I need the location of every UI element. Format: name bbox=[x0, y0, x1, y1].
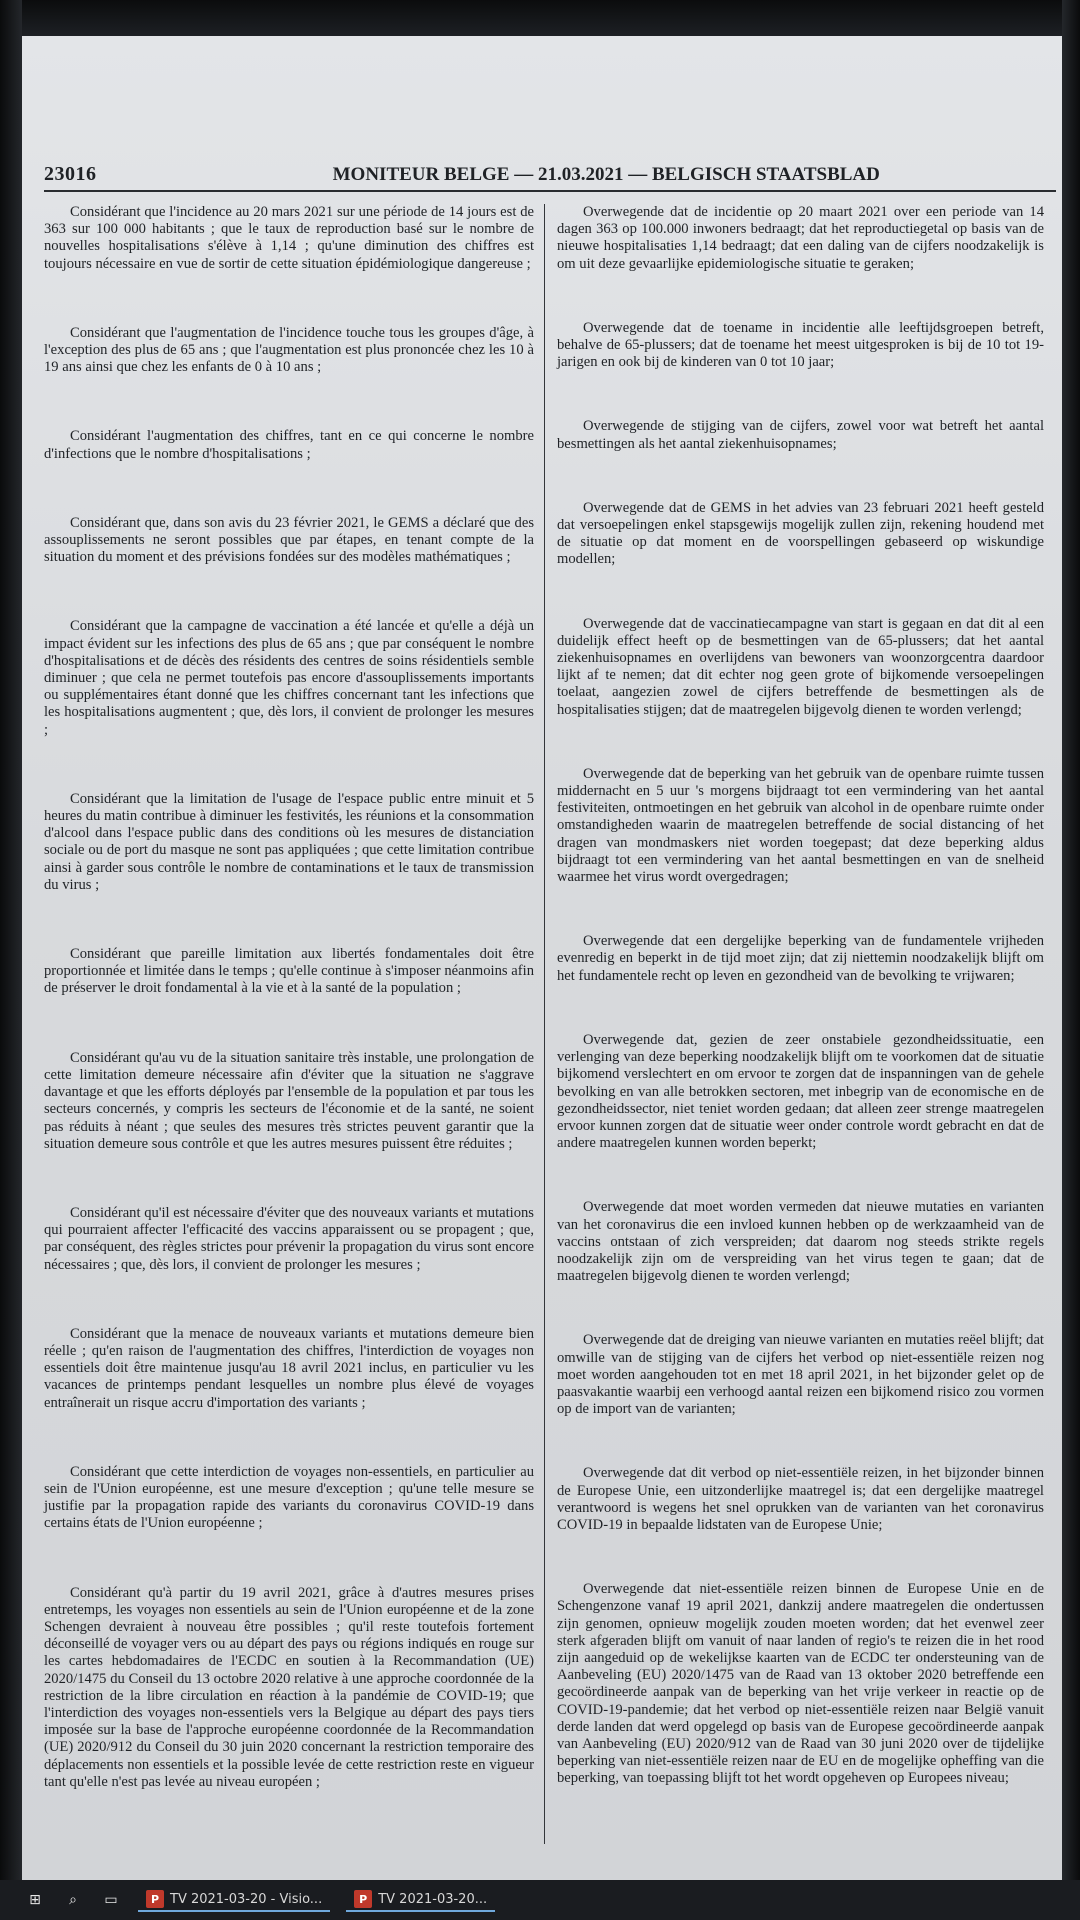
taskbar-app-1-label: TV 2021-03-20 - Visio... bbox=[170, 1891, 323, 1907]
start-icon[interactable]: ⊞ bbox=[29, 1892, 41, 1908]
monitor-bezel-top bbox=[0, 0, 1080, 36]
app-icon: P bbox=[146, 1890, 164, 1908]
paragraph: Overwegende dat de toename in incidentie alle leeftijdsgroepen betreft, behalve de 65-plussers; dat de toename het meest uitgesproken is bij de 10 tot 19-jarigen en ook bij de kinderen van 0 tot 10 jaar; bbox=[557, 319, 1044, 371]
taskbar bbox=[0, 1880, 1080, 1920]
dutch-column bbox=[544, 204, 1044, 1844]
folder-icon[interactable]: ▭ bbox=[104, 1892, 118, 1908]
monitor-bezel-left bbox=[0, 0, 22, 1920]
paragraph: Considérant qu'il est nécessaire d'éviter que des nouveaux variants et mutations qui pourraient affecter l'efficacité des vaccins apparaissent ou se propagent ; que, par conséquent, des règles strictes pour prévenir la propagation du virus sont encore nécessaires ; que, dès lors, il convient de prolonger les mesures ; bbox=[44, 1204, 534, 1273]
paragraph: Considérant qu'à partir du 19 avril 2021, grâce à d'autres mesures prises entretemps, les voyages non essentiels au sein de l'Union européenne et de la zone Schengen devraient à nouveau être possibles ; qu'il reste toutefois fortement déconseillé de voyager vers ou au départ des pays ou régions indiqués en rouge sur les cartes hebdomadaires de l'ECDC en soutien à la Recommandation (UE) 2020/1475 du Conseil du 13 octobre 2020 relative à une approche coordonnée de la restriction de la libre circulation en réaction à la pandémie de COVID-19; que l'interdiction des voyages non-essentiels vers la Belgique au départ des pays tiers imposée sur la base de l'approche européenne coordonnée de la Recommandation (UE) 2020/912 du Conseil du 30 juin 2020 concernant la restriction temporaire des déplacements non essentiels et la possible levée de cette restriction reste en vigueur tant qu'elle n'est pas levée au niveau européen ; bbox=[44, 1584, 534, 1790]
paragraph: Overwegende dat de beperking van het gebruik van de openbare ruimte tussen middernacht en 5 uur 's morgens bijdraagt tot een vermindering van het aantal festiviteiten, ontmoetingen en het gebruik van alcohol in de openbare ruimte onder omstandigheden waarin de maatregelen betreffende de social distancing of het dragen van mondmaskers niet worden toegepast; dat deze beperking aldus bijdraagt tot een vermindering van het aantal besmettingen en van de snelheid waarmee het virus wordt overgedragen; bbox=[557, 765, 1044, 886]
paragraph: Considérant que cette interdiction de voyages non-essentiels, en particulier au sein de l'Union européenne, est une mesure d'exception ; qu'une telle mesure se justifie par la propagation rapide des variants du coronavirus COVID-19 dans certains états de l'Union européenne ; bbox=[44, 1463, 534, 1532]
paragraph: Overwegende dat dit verbod op niet-essentiële reizen, in het bijzonder binnen de Europese Unie, een uitzonderlijke maatregel is; dat een dergelijke maatregel verantwoord is wegens het snel oprukken van de varianten van het coronavirus COVID-19 in bepaalde lidstaten van de Europese Unie; bbox=[557, 1465, 1044, 1533]
page-header bbox=[44, 154, 1056, 192]
french-column bbox=[44, 204, 544, 1844]
paragraph: Considérant que la limitation de l'usage de l'espace public entre minuit et 5 heures du matin contribue à diminuer les festivités, les réunions et la consommation d'alcool dans l'espace public dans des conditions où les mesures de distanciation sociale ou de port du masque ne sont pas appliquées ; que cette limitation contribue ainsi à garder sous contrôle le nombre de contaminations et le taux de transmission du virus ; bbox=[44, 790, 534, 893]
paragraph: Overwegende dat de dreiging van nieuwe varianten en mutaties reëel blijft; dat omwille van de stijging van de cijfers het verbod op niet-essentiële reizen nog moet worden aangehouden tot en met 18 april 2021, in het bijzonder gelet op de paasvakantie waarbij een verhoogd aantal reizen een bijkomend risico zou vormen op de import van de varianten; bbox=[557, 1332, 1044, 1418]
paragraph: Considérant qu'au vu de la situation sanitaire très instable, une prolongation de cette limitation demeure nécessaire afin d'éviter que la situation ne s'aggrave davantage et que les efforts déployés par l'ensemble de la population et par tous les secteurs concernés, y compris les secteurs de l'économie et de la santé, ne soient pas réduits à néant ; que seules des mesures très strictes peuvent garantir que la situation demeure sous contrôle et que les autres mesures puissent être réduites ; bbox=[44, 1049, 534, 1152]
paragraph: Overwegende de stijging van de cijfers, zowel voor wat betreft het aantal besmettingen als het aantal ziekenhuisopnames; bbox=[557, 418, 1044, 452]
paragraph: Considérant que l'augmentation de l'incidence touche tous les groupes d'âge, à l'exception des plus de 65 ans ; que l'augmentation est plus prononcée chez les 10 à 19 ans ainsi que chez les enfants de 0 à 10 ans ; bbox=[44, 324, 534, 376]
paragraph: Overwegende dat niet-essentiële reizen binnen de Europese Unie en de Schengenzone vanaf 19 april 2021, dankzij andere maatregelen die ondertussen zijn genomen, opnieuw mogelijk zouden moeten worden; dat het evenwel zeer sterk afgeraden blijft om vanuit of naar landen of regio's te reizen die in het rood zijn aangeduid op de wekelijkse kaarten van de ECDC ter ondersteuning van de Aanbeveling (EU) 2020/1475 van de Raad van 13 oktober 2020 betreffende een gecoördineerde aanpak van de beperking van het vrije verkeer in reactie op de COVID-19-pandemie; dat het verbod op niet-essentiële reizen naar België vanuit derde landen dat werd opgelegd op basis van de Europese gecoördineerde aanpak van Aanbeveling (EU) 2020/912 van de Raad van 30 juni 2020 over de tijdelijke beperking van niet-essentiële reizen naar de EU en de mogelijke opheffing van die beperking, van toepassing blijft tot het wordt opgeheven op Europees niveau; bbox=[557, 1581, 1044, 1787]
page-number: 23016 bbox=[44, 163, 97, 185]
two-column-body bbox=[44, 204, 1056, 1844]
paragraph: Considérant que l'incidence au 20 mars 2021 sur une période de 14 jours est de 363 sur 100 000 habitants ; que le taux de reproduction basé sur le nombre de nouvelles hospitalisations s'élève à 1,14 ; qu'une diminution des chiffres est toujours nécessaire en vue de sortir de cette situation épidémiologique dangereuse ; bbox=[44, 204, 534, 272]
paragraph: Considérant l'augmentation des chiffres, tant en ce qui concerne le nombre d'infections que le nombre d'hospitalisations ; bbox=[44, 428, 534, 462]
paragraph: Overwegende dat een dergelijke beperking van de fundamentele vrijheden evenredig en beperkt in de tijd moet zijn; dat zij niettemin noodzakelijk blijft om het fundamentele recht op leven en gezondheid van de bevolking te vrijwaren; bbox=[557, 933, 1044, 984]
document-page bbox=[22, 36, 1062, 1880]
paragraph: Overwegende dat de vaccinatiecampagne van start is gegaan en dat dit al een duidelijk effect heeft op de besmettingen van de 65-plussers; dat het aantal ziekenhuisopnames en overlijdens van bewoners van woonzorgcentra daardoor lijkt af te nemen; dat dit echter nog geen grote of bijkomende versoepelingen toelaat, aangezien zowel de cijfers betreffende de besmettingen als de hospitalisaties stijgen; dat de maatregelen bijgevolg dienen te worden verlengd; bbox=[557, 615, 1044, 718]
paragraph: Overwegende dat moet worden vermeden dat nieuwe mutaties en varianten van het coronavirus die een invloed kunnen hebben op de werkzaamheid van de vaccins ontstaan of zich verspreiden; dat daarom nog steeds strikte regels noodzakelijk zijn om de verspreiding van het virus tegen te gaan; dat de maatregelen bijgevolg dienen te worden verlengd; bbox=[557, 1199, 1044, 1285]
paragraph: Overwegende dat de GEMS in het advies van 23 februari 2021 heeft gesteld dat versoepelingen enkel stapsgewijs mogelijk zullen zijn, rekening houdend met de situatie op dat moment en de voorspellingen gebaseerd op wiskundige modellen; bbox=[557, 499, 1044, 568]
paragraph: Considérant que la menace de nouveaux variants et mutations demeure bien réelle ; qu'en raison de l'augmentation des chiffres, l'interdiction de voyages non essentiels doit être maintenue jusqu'au 18 avril 2021 inclus, en particulier vu les vacances de printemps pendant lesquelles un nombre plus élevé de voyages entraînerait un risque accru d'importation des variants ; bbox=[44, 1325, 534, 1411]
running-title: MONITEUR BELGE — 21.03.2021 — BELGISCH STAATSBLAD bbox=[332, 164, 880, 185]
paragraph: Considérant que la campagne de vaccination a été lancée et qu'elle a déjà un impact évident sur les infections des plus de 65 ans ; que par conséquent le nombre d'hospitalisations et de décès des résidents des centres de soins résidentiels semble diminuer ; que cela ne permet toutefois pas encore d'assouplissements importants ou supplémentaires étant donné que les chiffres concernant tant les infections que les hospitalisations augmentent ; que, dès lors, il convient de prolonger les mesures ; bbox=[44, 618, 534, 738]
taskbar-app-2[interactable] bbox=[346, 1888, 495, 1912]
monitor-bezel-right bbox=[1062, 0, 1080, 1920]
taskbar-app-2-label: TV 2021-03-20... bbox=[378, 1891, 488, 1907]
paragraph: Considérant que, dans son avis du 23 février 2021, le GEMS a déclaré que des assouplissements ne seront possibles que par étapes, en tenant compte de la situation du moment et des prévisions fondées sur des modèles mathématiques ; bbox=[44, 514, 534, 566]
search-icon[interactable]: ⌕ bbox=[69, 1892, 77, 1908]
taskbar-app-1[interactable] bbox=[138, 1888, 330, 1912]
paragraph: Overwegende dat, gezien de zeer onstabiele gezondheidssituatie, een verlenging van deze beperking noodzakelijk blijft om te voorkomen dat de situatie bijkomend verslechtert en om ervoor te zorgen dat de inspanningen van de gehele bevolking en van alle betrokken sectoren, met inbegrip van de economische en de gezondheidssector, niet teniet worden gedaan; dat alleen zeer strenge maatregelen ervoor kunnen zorgen dat de situatie weer onder controle wordt gebracht en dat de andere maatregelen kunnen worden beperkt; bbox=[557, 1031, 1044, 1152]
app-icon: P bbox=[354, 1890, 372, 1908]
paragraph: Considérant que pareille limitation aux libertés fondamentales doit être proportionnée et limitée dans le temps ; qu'elle continue à s'imposer néanmoins afin de préserver le droit fondamental à la vie et à la santé de la population ; bbox=[44, 946, 534, 997]
paragraph: Overwegende dat de incidentie op 20 maart 2021 over een periode van 14 dagen 363 op 100.000 inwoners bedraagt; dat het reproductiegetal op basis van de nieuwe hospitalisaties 1,14 bedraagt; dat een daling van de cijfers noodzakelijk is om uit deze gevaarlijke epidemiologische situatie te geraken; bbox=[557, 204, 1044, 272]
